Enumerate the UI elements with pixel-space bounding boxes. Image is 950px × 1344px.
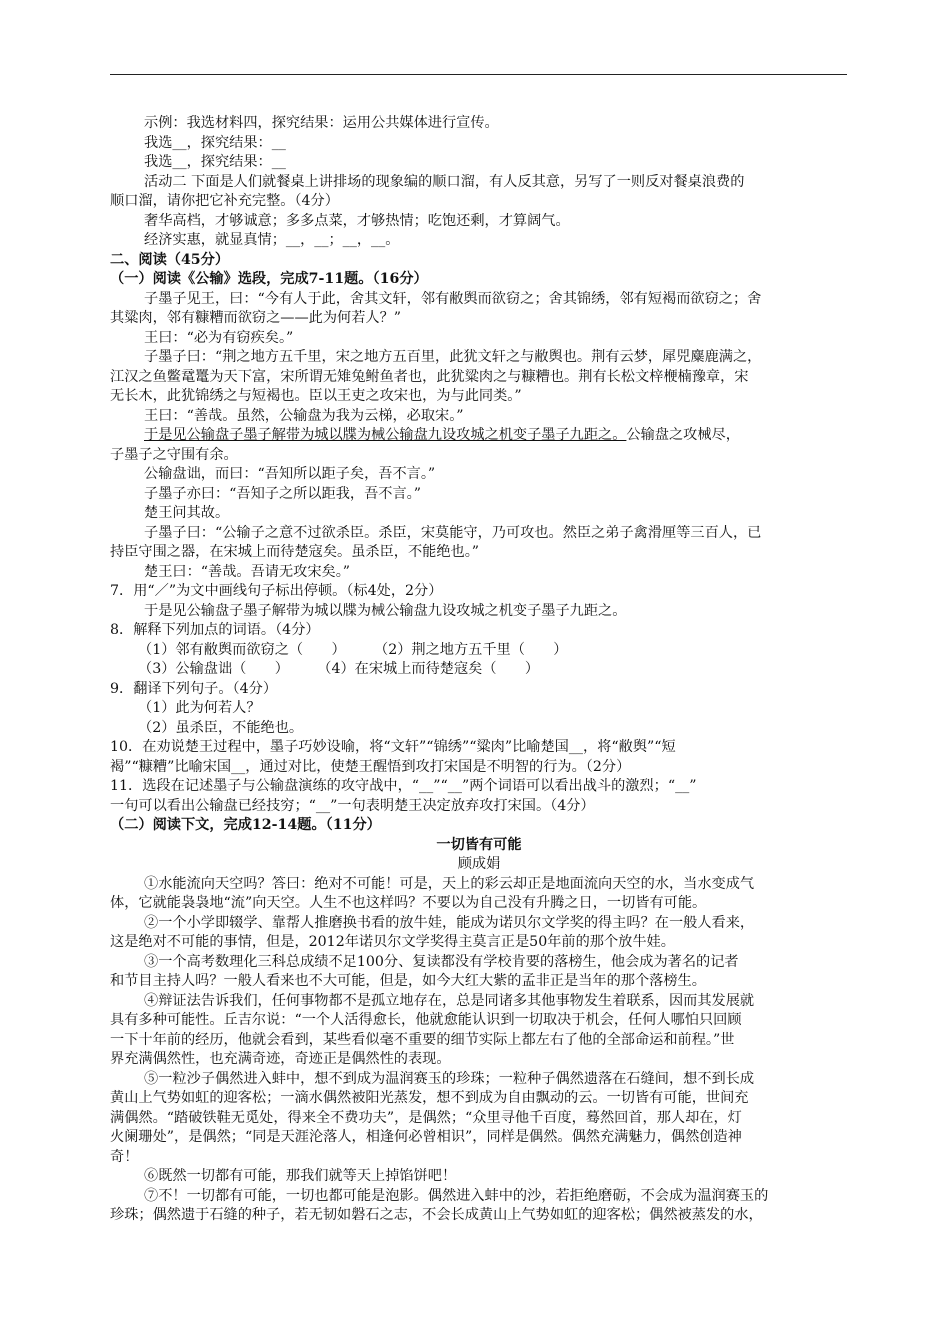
text-line: 王曰：“必为有窃疾矣。”: [144, 329, 294, 346]
text-line: 体，它就能袅袅地“流”向天空。人生不也这样吗？不要以为自己没有升腾之日，一切皆有可能。: [110, 895, 707, 911]
text-line: 我选__，探究结果：__: [144, 134, 286, 151]
question-10: 10．在劝说楚王过程中，墨子巧妙设喻，将“文轩”“锦绣”“粱肉”比喻楚国__，将“敝舆”“短: [110, 739, 676, 755]
text-line: 奇！: [110, 1148, 139, 1165]
document-page: [110, 114, 848, 1226]
text-line: ⑥既然一切都有可能，那我们就等天上掉馅饼吧！: [144, 1168, 457, 1184]
underlined-sentence: 于是见公输盘子墨子解带为城以牒为械公输盘九设攻城之机变子墨子九距之。: [144, 427, 627, 443]
text-line: 子墨子亦曰：“吾知子之所以距我，吾不言。”: [144, 485, 421, 502]
text-line: 活动二 下面是人们就餐桌上讲排场的现象编的顺口溜，有人反其意，另写了一则反对餐桌浪费的: [144, 173, 745, 190]
text-line: 一下十年前的经历，他就会看到，某些看似毫不重要的细节实际上都左右了他的全部命运和前程。”世: [110, 1031, 735, 1048]
text-span: 公输盘之攻械尽，: [626, 427, 740, 443]
text-line: ④辩证法告诉我们，任何事物都不是孤立地存在，总是同诸多其他事物发生着联系，因而其发展就: [144, 992, 755, 1009]
text-line: 奢华高档，才够诚意；多多点菜，才够热情；吃饱还剩，才算阔气。: [144, 212, 570, 229]
article-title: 一切皆有可能: [436, 836, 522, 853]
question-9: 9．翻译下列句子。（4分）: [110, 680, 278, 697]
text-line: 公输盘诎，而曰：“吾知所以距子矣，吾不言。”: [144, 466, 436, 482]
text-line: 火阑珊处”，是偶然；“同是天涯沦落人，相逢何必曾相识”，同样是偶然。偶然充满魅力，偶然创造神: [110, 1129, 742, 1145]
text-line: 子墨子见王，曰：“今有人于此，舍其文轩，邻有敝舆而欲窃之；舍其锦绣，邻有短褐而欲窃之；舍: [144, 290, 762, 307]
text-line: 江汉之鱼鳖鼋鼍为天下富，宋所谓无雉兔鲋鱼者也，此犹粱肉之与糠糟也。荆有长松文梓楩楠豫章，宋: [110, 368, 749, 385]
text-line: 顺口溜，请你把它补充完整。（4分）: [110, 193, 339, 209]
section-heading: 二、阅读（45分）: [110, 251, 230, 268]
text-line: 具有多种可能性。丘吉尔说：“一个人活得愈长，他就愈能认识到一切取决于机会，任何人哪怕只回顾: [110, 1012, 742, 1028]
text-line: 界充满偶然性，也充满奇迹，奇迹正是偶然性的表现。: [110, 1051, 451, 1067]
text-line: 这是绝对不可能的事情，但是，2012年诺贝尔文学奖得主莫言正是50年前的那个放牛娃。: [110, 934, 675, 950]
text-line: 珍珠；偶然遗于石缝的种子，若无韧如磐石之志，不会长成黄山上气势如虹的迎客松；偶然被蒸发的水，: [110, 1207, 763, 1223]
article-author: 顾成娟: [457, 856, 501, 872]
text-line: ⑦不！一切都有可能，一切也都可能是泡影。偶然进入蚌中的沙，若拒绝磨砺，不会成为温润赛玉的: [144, 1187, 769, 1204]
question-7: 7．用“／”为文中画线句子标出停顿。（标4处，2分）: [110, 583, 443, 599]
text-line: 子墨子之守围有余。: [110, 446, 238, 463]
question-11: 11．选段在记述墨子与公输盘演练的攻守战中，“__”“__”两个词语可以看出战斗的激烈；“__”: [110, 778, 697, 794]
text-line: 其粱肉，邻有糠糟而欲窃之——此为何若人？”: [110, 310, 402, 326]
text-line: 和节目主持人吗？一般人看来也不大可能，但是，如今大红大紫的孟非正是当年的那个落榜生。: [110, 973, 706, 989]
text-line: ①水能流向天空吗？答曰：绝对不可能！可是，天上的彩云却正是地面流向天空的水，当水变成气: [144, 875, 755, 892]
text-line: 经济实惠，就显真情；__，__；__，__。: [144, 232, 400, 248]
text-line: 楚王问其故。: [144, 505, 230, 521]
text-line: 一句可以看出公输盘已经技穷；“__”一句表明楚王决定放弃攻打宋国。（4分）: [110, 797, 595, 814]
text-line: ③一个高考数理化三科总成绩不足100分、复读都没有学校肯要的落榜生，他会成为著名的记者: [144, 953, 739, 970]
text-line: 满偶然。“踏破铁鞋无觅处，得来全不费功夫”，是偶然；“众里寻他千百度，蓦然回首，那人却在，灯: [110, 1109, 742, 1126]
text-line: ⑤一粒沙子偶然进入蚌中，想不到成为温润赛玉的珍珠；一粒种子偶然遗落在石缝间，想不到长成: [144, 1070, 755, 1087]
text-line: 子墨子曰：“荆之地方五千里，宋之地方五百里，此犹文轩之与敝舆也。荆有云梦，犀兕麋鹿满之，: [144, 349, 762, 365]
text-line: 无长木，此犹锦绣之与短褐也。臣以王吏之攻宋也，为与此同类。”: [110, 388, 522, 404]
text-line: 楚王曰：“善哉。吾请无攻宋矣。”: [144, 563, 351, 580]
text-line: 王曰：“善哉。虽然，公输盘为我为云梯，必取宋。”: [144, 407, 464, 424]
text-line: ②一个小学即辍学、靠帮人推磨换书看的放牛娃，能成为诺贝尔文学奖的得主吗？在一般人看来，: [144, 914, 755, 931]
question-8: 8．解释下列加点的词语。（4分）: [110, 622, 320, 638]
text-line: （3）公输盘诎（ ） （4）在宋城上而待楚寇矣（ ）: [138, 661, 540, 677]
header-rule: [110, 74, 847, 75]
text-line: 黄山上气势如虹的迎客松；一滴水偶然被阳光蒸发，想不到成为自由飘动的云。一切皆有可能，世间充: [110, 1090, 749, 1106]
text-line: （1）此为何若人？: [138, 700, 261, 716]
text-line: 持臣守围之器，在宋城上而待楚寇矣。虽杀臣，不能绝也。”: [110, 544, 480, 560]
subsection-heading: （二）阅读下文，完成12-14题。（11分）: [110, 817, 381, 833]
text-line: （2）虽杀臣，不能绝也。: [138, 719, 304, 736]
text-line: （1）邻有敝舆而欲窃之（ ） （2）荆之地方五千里（ ）: [138, 641, 568, 658]
text-line: 于是见公输盘子墨子解带为城以牒为械公输盘九设攻城之机变子墨子九距之。: [144, 602, 627, 619]
text-line: 褐”“糠糟”比喻宋国__，通过对比，使楚王醒悟到攻打宋国是不明智的行为。（2分）: [110, 758, 631, 775]
text-line: 示例：我选材料四，探究结果：运用公共媒体进行宣传。: [144, 115, 499, 131]
subsection-heading: （一）阅读《公输》选段，完成7-11题。（16分）: [110, 271, 428, 287]
text-line: 子墨子曰：“公输子之意不过欲杀臣。杀臣，宋莫能守，乃可攻也。然臣之弟子禽滑厘等三百人，已: [144, 524, 762, 541]
text-line: [110, 426, 848, 446]
text-line: 我选__，探究结果：__: [144, 154, 286, 170]
